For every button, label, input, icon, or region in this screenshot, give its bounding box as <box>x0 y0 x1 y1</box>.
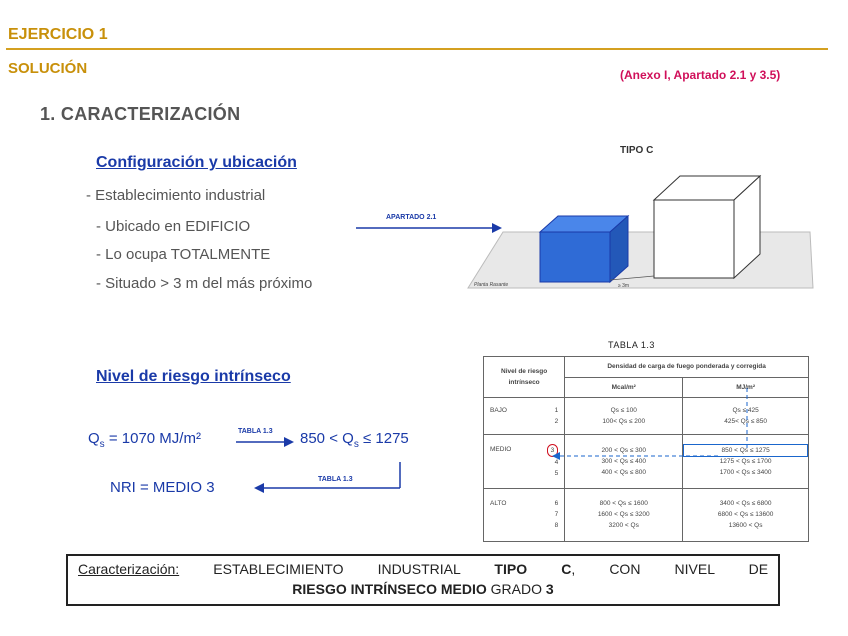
summary-grade: 3 <box>545 581 554 597</box>
range-highlight-box: 850 < Qs ≤ 1275 <box>684 445 807 456</box>
range-right: ≤ 1275 <box>362 430 409 447</box>
qs-range: $850 < Q_s \le 1275$ <box>300 430 409 450</box>
summary-line-2 <box>68 581 778 597</box>
summary-line-1 <box>78 561 768 577</box>
table-row: BAJO 1 2 Qs ≤ 100 100< Qs ≤ 200 Qs ≤ 425 425< Qs ≤ 850 <box>484 398 809 435</box>
config-heading: Configuración y ubicación <box>96 154 297 171</box>
col-level-header: Nivel de riesgo intrínseco <box>484 357 565 398</box>
col-mcal-header: Mcal/m² <box>565 377 683 398</box>
figure-title: TIPO C <box>620 145 654 156</box>
distance-label: ≥ 3m <box>618 283 630 289</box>
arrow-label-tabla-2: TABLA 1.3 <box>318 476 353 483</box>
summary-text-2: , CON NIVEL DE <box>571 561 769 577</box>
table-lookup-arrows <box>540 380 770 470</box>
qs-value-text: = 1070 MJ/m² <box>108 430 201 447</box>
col-mj-header: MJ/m² <box>683 377 809 398</box>
summary-text-1: ESTABLECIMIENTO INDUSTRIAL <box>213 561 461 577</box>
table-row-highlighted: MEDIO 3 4 5 200 < Qs ≤ 300 300 < Qs ≤ 400 400 < Qs ≤ 800 850 < Qs ≤ 1275 1275 < Qs ≤ 1700 1700 < Qs ≤ 3400 <box>484 435 809 488</box>
config-bullet: - Lo ocupa TOTALMENTE <box>96 246 271 263</box>
section-title: 1. CARACTERIZACIÓN <box>40 104 241 124</box>
solution-title: SOLUCIÓN <box>8 60 88 77</box>
summary-box <box>66 554 780 606</box>
config-bullet: - Ubicado en EDIFICIO <box>96 218 251 235</box>
arrow-label-tabla-1: TABLA 1.3 <box>238 428 273 435</box>
annex-reference: (Anexo I, Apartado 2.1 y 3.5) <box>620 68 781 82</box>
table-title: TABLA 1.3 <box>608 340 655 350</box>
occupied-building-box <box>540 216 628 282</box>
summary-risk: RIESGO INTRÍNSECO MEDIO <box>292 581 487 597</box>
col-density-header: Densidad de carga de fuego ponderada y corregida <box>565 357 809 378</box>
arrow-right-icon <box>236 436 294 448</box>
summary-text-3: GRADO <box>490 581 542 597</box>
exercise-title: EJERCICIO 1 <box>8 26 108 43</box>
qs-value: $Q_s = 1070$ MJ/m² <box>88 430 201 450</box>
table-row: ALTO 6 7 8 800 < Qs ≤ 1600 1600 < Qs ≤ 3200 3200 < Qs 3400 < Qs ≤ 6800 6800 < Qs ≤ 13600 13600 < Qs <box>484 488 809 541</box>
range-left: 850 < <box>300 430 338 447</box>
adjacent-building-box <box>654 176 760 278</box>
config-bullet: - Situado > 3 m del más próximo <box>96 275 313 292</box>
summary-type: TIPO C <box>494 561 572 577</box>
grade-highlight-circle: 3 <box>547 444 559 457</box>
arrow-label-apartado: APARTADO 2.1 <box>386 214 437 221</box>
nri-result: NRI = MEDIO 3 <box>110 479 215 496</box>
nri-heading: Nivel de riesgo intrínseco <box>96 368 291 385</box>
header-divider <box>6 48 828 50</box>
config-bullet: - Establecimiento industrial <box>86 187 266 204</box>
ground-label: Planta Rasante <box>474 282 509 288</box>
summary-label: Caracterización: <box>78 561 180 577</box>
building-type-figure <box>458 160 824 294</box>
